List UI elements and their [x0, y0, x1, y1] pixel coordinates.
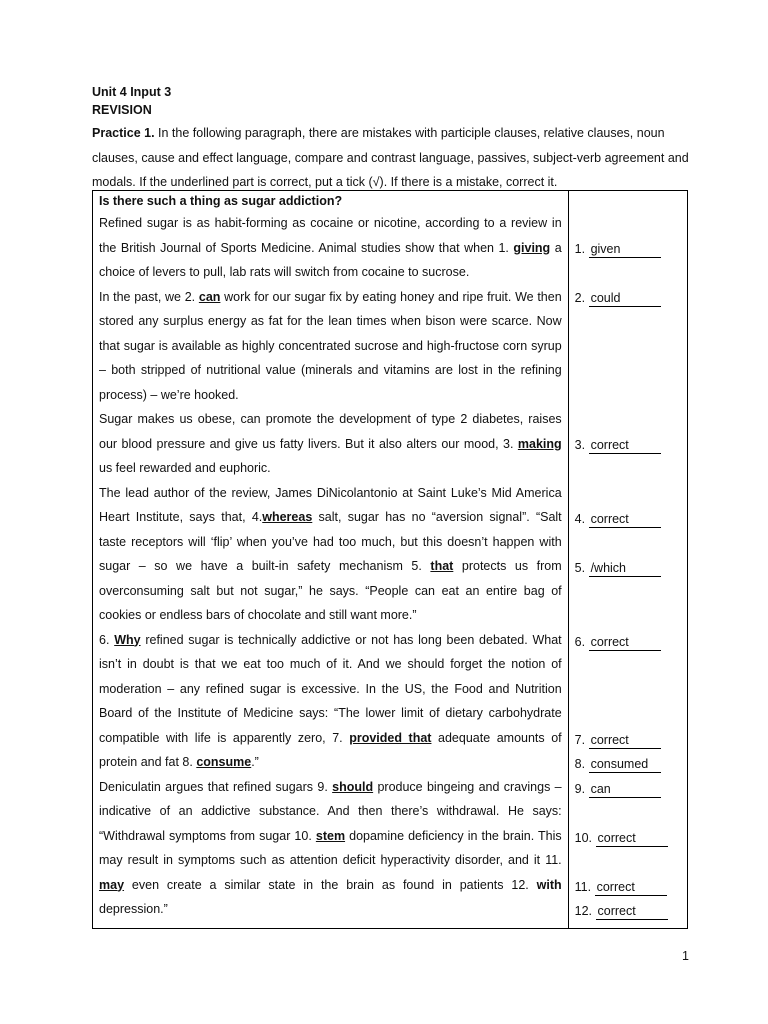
- answer-1: 1. given: [575, 237, 661, 261]
- article-cell: [93, 191, 569, 929]
- paragraph-3: Sugar makes us obese, can promote the development of type 2 diabetes, raises our blood pressure and give us fatty livers. But it also alters our mood, 3. making us feel rewarded and euphoric.: [99, 412, 562, 475]
- answer-value: correct: [589, 732, 661, 749]
- answer-12: 12. correct: [575, 899, 668, 923]
- paragraph-1: Refined sugar is as habit-forming as cocaine or nicotine, according to a review in the British Journal of Sports Medicine. Animal studies show that when 1. giving a choice of levers to pull, lab rats will switch from cocaine to sucrose.: [99, 216, 562, 279]
- instructions-text: In the following paragraph, there are mistakes with participle clauses, relative clauses, noun clauses, cause and effect language, compare and contrast language, passives, subject-verb agreement and modals. If the underlined part is correct, put a tick (√). If there is a mistake, correct it.: [92, 126, 689, 189]
- underlined-item-4: whereas: [262, 510, 313, 524]
- instructions: [92, 121, 712, 195]
- practice-label: Practice 1.: [92, 126, 155, 140]
- revision-heading: REVISION: [92, 103, 152, 117]
- answer-value: consumed: [589, 756, 661, 773]
- answer-10: 10. correct: [575, 826, 668, 850]
- underlined-item-8: consume: [196, 755, 252, 769]
- answer-value: correct: [589, 511, 661, 528]
- underlined-item-10: stem: [315, 828, 346, 843]
- paragraph-2: In the past, we 2. can work for our sugar fix by eating honey and ripe fruit. We then stored any surplus energy as fat for the lean times when bison were scarce. Now that sugar is available as highly concentrated sucrose and high-fructose corn syrup – both stripped of nutritional value (minerals and vitamins are lost in the refining process) – we’re hooked.: [99, 289, 562, 402]
- answer-value: correct: [589, 437, 661, 454]
- item-12: with: [536, 877, 562, 892]
- answer-value: correct: [595, 879, 667, 896]
- answer-5: 5. /which: [575, 556, 661, 580]
- underlined-item-2: can: [198, 289, 221, 304]
- answer-4: 4. correct: [575, 507, 661, 531]
- answer-2: 2. could: [575, 286, 661, 310]
- answer-value: can: [589, 781, 661, 798]
- answer-value: given: [589, 241, 661, 258]
- paragraph-4: The lead author of the review, James DiNicolantonio at Saint Luke’s Mid America Heart Institute, says that, 4.whereas salt, sugar has no “aversion signal”. “Salt taste receptors will ‘flip’ when you’ve had too much, but this doesn’t happen with sugar – so we have a built-in safety mechanism 5. that protects us from overconsuming salt but not sugar,” he says. “People can eat an entire bag of cookies or endless bars of chocolate and still want more.”: [99, 485, 562, 622]
- answer-value: correct: [596, 830, 668, 847]
- answers-column: [568, 191, 687, 929]
- answer-6: 6. correct: [575, 630, 661, 654]
- underlined-item-5: that: [430, 559, 454, 573]
- answer-9: 9. can: [575, 777, 661, 801]
- article-title: Is there such a thing as sugar addiction?: [99, 194, 343, 208]
- answer-value: could: [589, 290, 661, 307]
- underlined-item-6: Why: [114, 632, 141, 647]
- underlined-item-1: giving: [513, 240, 551, 255]
- answer-8: 8. consumed: [575, 752, 661, 776]
- answer-value: correct: [589, 634, 661, 651]
- underlined-item-9: should: [332, 779, 374, 794]
- answer-value: /which: [589, 560, 661, 577]
- underlined-item-3: making: [517, 436, 562, 451]
- answer-3: 3. correct: [575, 433, 661, 457]
- paragraph-6: Deniculatin argues that refined sugars 9. should produce bingeing and cravings – indicative of an addictive substance. And then there’s withdrawal. He says: “Withdrawal symptoms from sugar 10. stem dopamine deficiency in the brain. This may result in symptoms such as attention deficit hyperactivity disorder, and it 11. may even create a similar state in the brain as found in patients 12. with depression.”: [99, 779, 562, 916]
- underlined-item-7: provided that: [349, 730, 432, 745]
- page-header: [92, 83, 712, 195]
- answer-7: 7. correct: [575, 728, 661, 752]
- underlined-item-11: may: [99, 877, 125, 892]
- answer-value: correct: [596, 903, 668, 920]
- answer-11: 11. correct: [575, 875, 667, 899]
- exercise-table: [92, 190, 688, 929]
- paragraph-5: 6. Why refined sugar is technically addictive or not has long been debated. What isn’t in doubt is that we eat too much of it. And we should forget the notion of moderation – any refined sugar is excessive. In the US, the Food and Nutrition Board of the Institute of Medicine says: “The lower limit of dietary carbohydrate compatible with life is apparently zero, 7. provided that adequate amounts of protein and fat 8. consume.”: [99, 632, 562, 769]
- page-number: 1: [682, 949, 689, 963]
- unit-title: Unit 4 Input 3: [92, 85, 172, 99]
